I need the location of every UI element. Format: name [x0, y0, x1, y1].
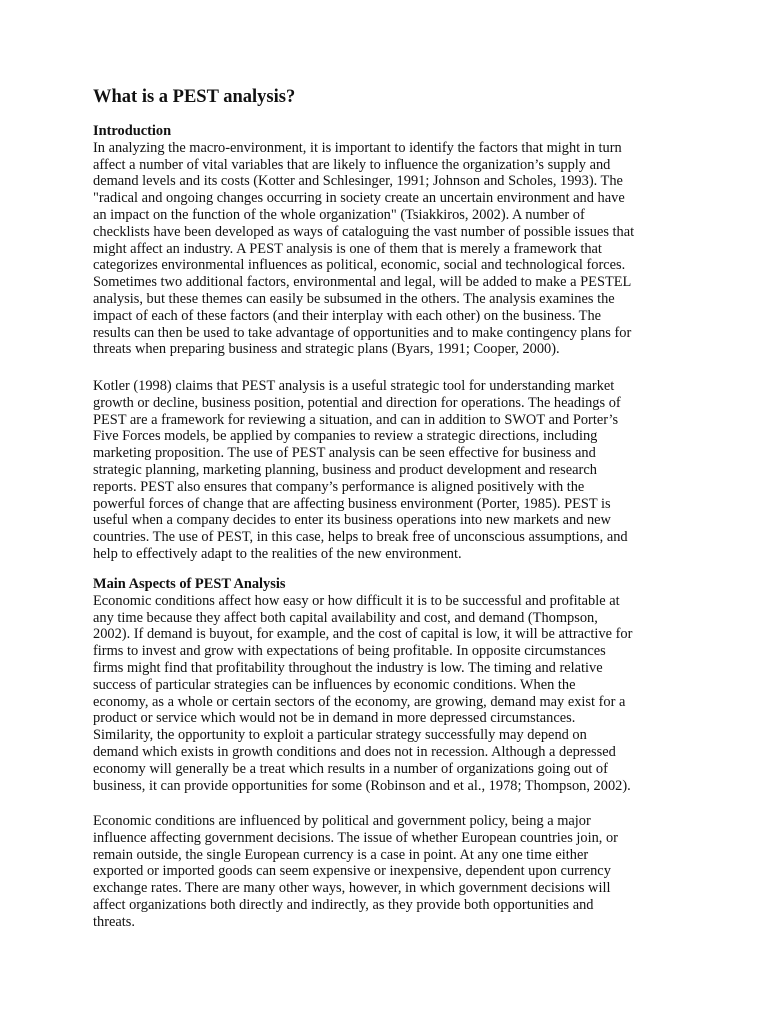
section-main-aspects	[93, 576, 683, 794]
text-line: PEST are a framework for reviewing a situation, and can in addition to SWOT and Porter’s	[93, 411, 619, 428]
text-line: affect a number of vital variables that are likely to influence the organization’s supply and	[93, 156, 611, 173]
text-line: Kotler (1998) claims that PEST analysis is a useful strategic tool for understanding market	[93, 378, 615, 394]
text-line: success of particular strategies can be influences by economic conditions. When the	[93, 676, 576, 693]
text-line: threats.	[93, 913, 135, 930]
text-line: powerful forces of change that are affecting business environment (Porter, 1985). PEST is	[93, 495, 611, 512]
text-line: threats when preparing business and strategic plans (Byars, 1991; Cooper, 2000).	[93, 341, 560, 358]
text-line: impact of each of these factors (and their interplay with each other) on the business. The	[93, 307, 602, 324]
text-line: exported or imported goods can seem expensive or inexpensive, dependent upon currency	[93, 863, 611, 880]
text-line: firms to invest and grow with expectations of being profitable. In opposite circumstances	[93, 643, 606, 660]
text-line: Economic conditions are influenced by political and government policy, being a major	[93, 813, 591, 829]
text-line: exchange rates. There are many other ways, however, in which government decisions will	[93, 880, 611, 897]
text-line: affect organizations both directly and indirectly, as they provide both opportunities and	[93, 896, 594, 913]
text-line: In analyzing the macro-environment, it is important to identify the factors that might in turn	[93, 139, 622, 156]
text-line: economy will generally be a treat which results in a number of organizations going out of	[93, 760, 608, 777]
text-line: 2002). If demand is buyout, for example, and the cost of capital is low, it will be attractive for	[93, 626, 633, 643]
text-line: Five Forces models, be applied by companies to review a strategic directions, including	[93, 428, 598, 445]
text-line: economy, as a whole or certain sectors of the economy, are growing, demand may exist for a	[93, 693, 626, 710]
text-line: Economic conditions affect how easy or how difficult it is to be successful and profitable at	[93, 592, 620, 609]
text-line: Similarity, the opportunity to exploit a particular strategy successfully may depend on	[93, 727, 587, 744]
section-introduction	[93, 123, 683, 358]
paragraph-economic-1	[93, 593, 683, 795]
text-line: useful when a company decides to enter its business operations into new markets and new	[93, 512, 611, 529]
text-line: Sometimes two additional factors, environmental and legal, will be added to make a PESTEL	[93, 274, 632, 291]
text-line: categorizes environmental influences as political, economic, social and technological forces.	[93, 257, 626, 274]
text-line: firms might find that profitability throughout the industry is low. The timing and relative	[93, 659, 603, 676]
document-title: What is a PEST analysis?	[93, 87, 296, 107]
text-line: remain outside, the single European currency is a case in point. At any one time either	[93, 846, 589, 863]
text-line: growth or decline, business position, potential and direction for operations. The headings of	[93, 394, 621, 411]
paragraph-intro-1	[93, 140, 683, 358]
text-line: might affect an industry. A PEST analysis is one of them that is merely a framework that	[93, 240, 602, 257]
paragraph-intro-2	[93, 378, 683, 563]
text-line: results can then be used to take advantage of opportunities and to make contingency plans for	[93, 324, 632, 341]
paragraph-economic-2	[93, 813, 683, 931]
text-line: demand levels and its costs (Kotter and Schlesinger, 1991; Johnson and Scholes, 1993). The	[93, 173, 623, 190]
text-line: an impact on the function of the whole organization" (Tsiakkiros, 2002). A number of	[93, 206, 585, 223]
text-line: strategic planning, marketing planning, business and product development and research	[93, 461, 597, 478]
section-heading-introduction: Introduction	[93, 123, 172, 139]
section-heading-main-aspects: Main Aspects of PEST Analysis	[93, 576, 286, 592]
text-line: reports. PEST also ensures that company’s performance is aligned positively with the	[93, 478, 585, 495]
text-line: any time because they affect both capital availability and cost, and demand (Thompson,	[93, 609, 598, 626]
text-line: help to effectively adapt to the realities of the new environment.	[93, 545, 462, 562]
text-line: analysis, but these themes can easily be subsumed in the others. The analysis examines the	[93, 290, 615, 307]
text-line: checklists have been developed as ways of cataloguing the vast number of possible issues that	[93, 223, 635, 240]
text-line: marketing proposition. The use of PEST analysis can be seen effective for business and	[93, 445, 596, 462]
text-line: influence affecting government decisions. The issue of whether European countries join, or	[93, 829, 618, 846]
text-line: "radical and ongoing changes occurring in society create an uncertain environment and have	[93, 190, 625, 207]
text-line: demand which exists in growth conditions and does not in recession. Although a depressed	[93, 743, 616, 760]
text-line: countries. The use of PEST, in this case, helps to break free of unconscious assumptions, and	[93, 529, 628, 546]
text-line: business, it can provide opportunities for some (Robinson and et al., 1978; Thompson, 2002).	[93, 777, 631, 794]
text-line: product or service which would not be in demand in more depressed circumstances.	[93, 710, 576, 727]
